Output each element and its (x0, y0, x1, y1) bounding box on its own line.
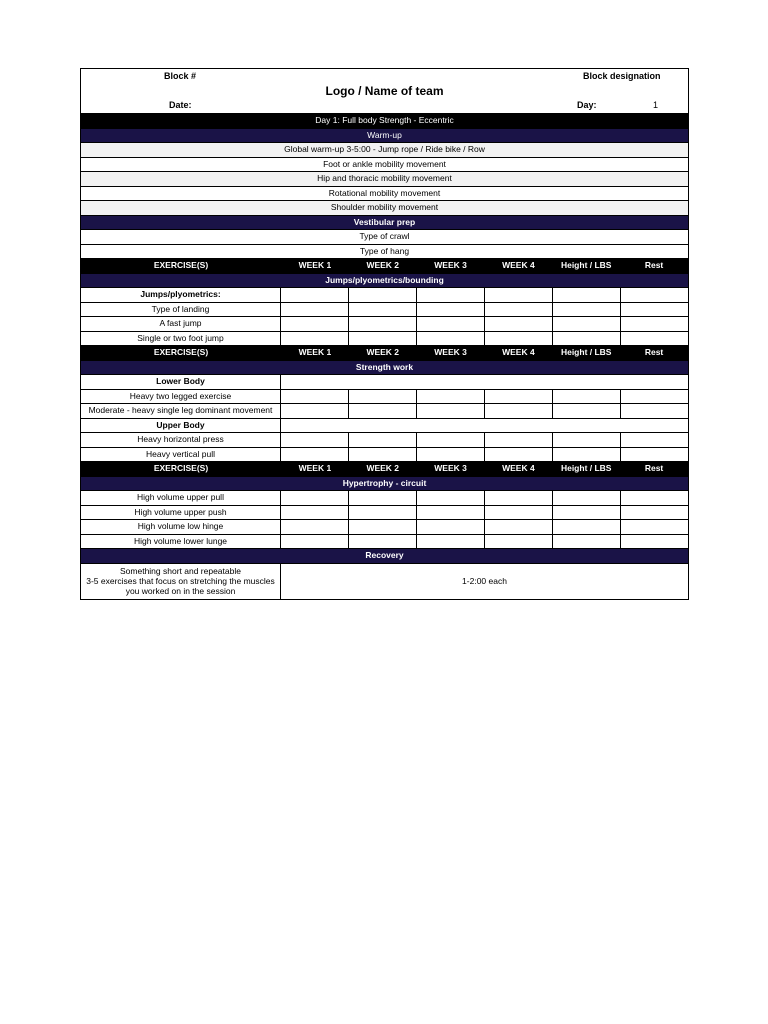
cell[interactable] (553, 491, 621, 505)
exercise-label: Heavy horizontal press (81, 433, 281, 447)
warmup-item: Global warm-up 3-5:00 - Jump rope / Ride bike / Row (81, 143, 688, 158)
cell[interactable] (417, 448, 485, 462)
exercise-label: Jumps/plyometrics: (81, 288, 281, 302)
warmup-item: Hip and thoracic mobility movement (81, 172, 688, 187)
col-exercise: EXERCISE(S) (153, 463, 209, 473)
column-header-row (81, 259, 688, 274)
cell[interactable] (553, 332, 621, 346)
col-rest: Rest (644, 260, 664, 270)
empty-span (281, 375, 688, 389)
sheet-header (81, 69, 688, 114)
warmup-item: Rotational mobility movement (81, 187, 688, 202)
cell[interactable] (553, 448, 621, 462)
col-height-lbs: Height / LBS (560, 260, 612, 270)
cell[interactable] (349, 506, 417, 520)
cell[interactable] (281, 535, 349, 549)
cell[interactable] (553, 390, 621, 404)
exercise-label: Type of landing (81, 303, 281, 317)
cell[interactable] (485, 288, 553, 302)
cell[interactable] (349, 390, 417, 404)
cell[interactable] (485, 535, 553, 549)
table-row (81, 419, 688, 434)
cell[interactable] (621, 448, 688, 462)
recovery-line: 3-5 exercises that focus on stretching the muscles (86, 576, 275, 586)
warmup-section-title: Warm-up (81, 129, 688, 144)
cell[interactable] (621, 506, 688, 520)
exercise-label: Moderate - heavy single leg dominant movement (81, 404, 281, 418)
cell[interactable] (485, 317, 553, 331)
recovery-section-title: Recovery (81, 549, 688, 564)
cell[interactable] (485, 433, 553, 447)
cell[interactable] (621, 288, 688, 302)
exercise-label: Single or two foot jump (81, 332, 281, 346)
exercise-label: Heavy two legged exercise (81, 390, 281, 404)
col-exercise: EXERCISE(S) (153, 347, 209, 357)
col-rest: Rest (644, 463, 664, 473)
recovery-line: Something short and repeatable (120, 566, 241, 576)
day-label: Day: (577, 100, 597, 110)
warmup-item: Foot or ankle mobility movement (81, 158, 688, 173)
strength-section-title: Strength work (81, 361, 688, 376)
cell[interactable] (349, 317, 417, 331)
cell[interactable] (417, 288, 485, 302)
block-designation-label: Block designation (583, 71, 661, 81)
exercise-label: High volume upper push (81, 506, 281, 520)
cell[interactable] (281, 448, 349, 462)
cell[interactable] (349, 520, 417, 534)
cell[interactable] (485, 404, 553, 418)
col-week-3: WEEK 3 (434, 347, 467, 357)
cell[interactable] (621, 535, 688, 549)
cell[interactable] (281, 303, 349, 317)
vestibular-section-title: Vestibular prep (81, 216, 688, 231)
cell[interactable] (417, 404, 485, 418)
cell[interactable] (281, 506, 349, 520)
exercise-label: High volume upper pull (81, 491, 281, 505)
cell[interactable] (485, 506, 553, 520)
table-row (81, 303, 688, 318)
col-height-lbs: Height / LBS (560, 347, 612, 357)
cell[interactable] (349, 491, 417, 505)
column-header-row (81, 462, 688, 477)
cell[interactable] (553, 535, 621, 549)
table-row (81, 433, 688, 448)
cell[interactable] (349, 332, 417, 346)
cell[interactable] (621, 491, 688, 505)
table-row (81, 520, 688, 535)
vestibular-item: Type of crawl (81, 230, 688, 245)
recovery-line: you worked on in the session (125, 586, 236, 596)
cell[interactable] (621, 390, 688, 404)
exercise-label: A fast jump (81, 317, 281, 331)
col-rest: Rest (644, 347, 664, 357)
col-week-3: WEEK 3 (434, 463, 467, 473)
cell[interactable] (281, 520, 349, 534)
cell[interactable] (349, 448, 417, 462)
cell[interactable] (621, 303, 688, 317)
hypertrophy-section-title: Hypertrophy - circuit (81, 477, 688, 492)
day-value: 1 (653, 100, 659, 110)
cell[interactable] (553, 433, 621, 447)
cell[interactable] (417, 520, 485, 534)
col-week-4: WEEK 4 (502, 260, 535, 270)
recovery-row (81, 564, 688, 599)
cell[interactable] (621, 317, 688, 331)
table-row (81, 317, 688, 332)
cell[interactable] (553, 288, 621, 302)
team-logo-title: Logo / Name of team (325, 84, 444, 98)
column-header-row (81, 346, 688, 361)
cell[interactable] (417, 303, 485, 317)
cell[interactable] (485, 332, 553, 346)
exercise-label: High volume lower lunge (81, 535, 281, 549)
col-week-4: WEEK 4 (502, 463, 535, 473)
table-row (81, 390, 688, 405)
cell[interactable] (281, 433, 349, 447)
cell[interactable] (281, 288, 349, 302)
vestibular-item: Type of hang (81, 245, 688, 260)
cell[interactable] (621, 433, 688, 447)
workout-sheet (80, 68, 689, 600)
table-row (81, 491, 688, 506)
table-row (81, 332, 688, 347)
cell[interactable] (281, 332, 349, 346)
subsection-label: Lower Body (81, 375, 281, 389)
block-number-label: Block # (164, 71, 197, 81)
cell[interactable] (281, 390, 349, 404)
cell[interactable] (281, 404, 349, 418)
cell[interactable] (417, 491, 485, 505)
cell[interactable] (417, 535, 485, 549)
jumps-section-title: Jumps/plyometrics/bounding (81, 274, 688, 289)
cell[interactable] (485, 520, 553, 534)
day-title-band: Day 1: Full body Strength - Eccentric (81, 114, 688, 129)
table-row (81, 506, 688, 521)
col-exercise: EXERCISE(S) (153, 260, 209, 270)
col-height-lbs: Height / LBS (560, 463, 612, 473)
table-row (81, 375, 688, 390)
recovery-description (81, 564, 281, 599)
cell[interactable] (417, 317, 485, 331)
table-row (81, 404, 688, 419)
exercise-label: Heavy vertical pull (81, 448, 281, 462)
col-week-2: WEEK 2 (366, 260, 400, 270)
col-week-1: WEEK 1 (298, 463, 332, 473)
cell[interactable] (281, 491, 349, 505)
col-week-2: WEEK 2 (366, 463, 400, 473)
cell[interactable] (485, 303, 553, 317)
col-week-4: WEEK 4 (502, 347, 535, 357)
table-row (81, 448, 688, 463)
cell[interactable] (485, 448, 553, 462)
cell[interactable] (621, 520, 688, 534)
col-week-2: WEEK 2 (366, 347, 400, 357)
cell[interactable] (417, 506, 485, 520)
cell[interactable] (349, 288, 417, 302)
table-row (81, 288, 688, 303)
date-label: Date: (169, 100, 192, 110)
cell[interactable] (553, 317, 621, 331)
cell[interactable] (417, 433, 485, 447)
cell[interactable] (553, 404, 621, 418)
cell[interactable] (621, 404, 688, 418)
subsection-label: Upper Body (81, 419, 281, 433)
cell[interactable] (417, 332, 485, 346)
cell[interactable] (553, 303, 621, 317)
cell[interactable] (417, 390, 485, 404)
recovery-duration: 1-2:00 each (462, 576, 507, 586)
col-week-1: WEEK 1 (298, 347, 332, 357)
cell[interactable] (349, 404, 417, 418)
col-week-3: WEEK 3 (434, 260, 467, 270)
cell[interactable] (553, 520, 621, 534)
col-week-1: WEEK 1 (298, 260, 332, 270)
table-row (81, 535, 688, 550)
cell[interactable] (621, 332, 688, 346)
exercise-label: High volume low hinge (81, 520, 281, 534)
empty-span (281, 419, 688, 433)
warmup-item: Shoulder mobility movement (81, 201, 688, 216)
cell[interactable] (281, 317, 349, 331)
cell[interactable] (485, 390, 553, 404)
cell[interactable] (349, 433, 417, 447)
cell[interactable] (553, 506, 621, 520)
cell[interactable] (349, 535, 417, 549)
cell[interactable] (349, 303, 417, 317)
cell[interactable] (485, 491, 553, 505)
